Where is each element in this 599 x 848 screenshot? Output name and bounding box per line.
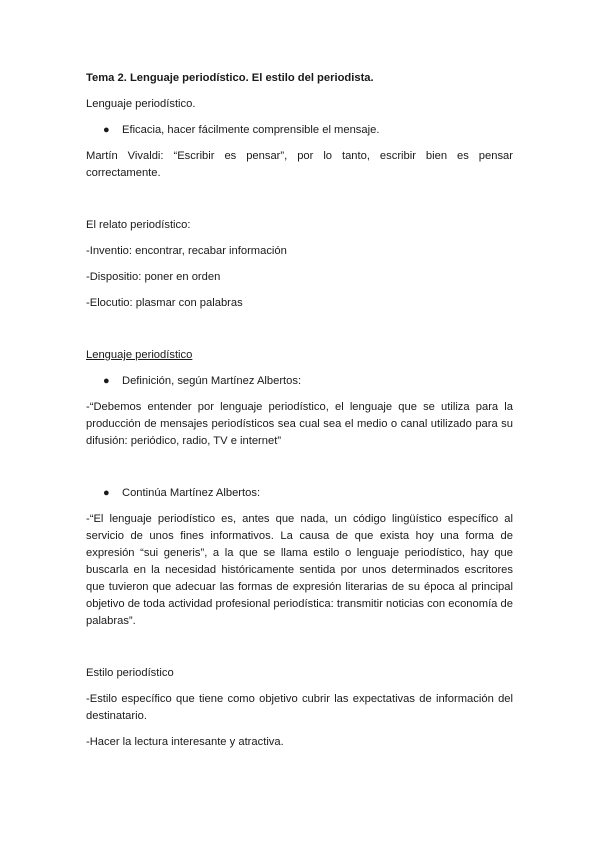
section3-bullet1-text: Definición, según Martínez Albertos: xyxy=(122,375,302,387)
bullet-dot-icon: ● xyxy=(103,124,110,136)
bullet-dot-icon: ● xyxy=(103,487,110,499)
section4-item-2: -Hacer la lectura interesante y atractiva. xyxy=(86,736,284,748)
document-title: Tema 2. Lenguaje periodístico. El estilo del periodista. xyxy=(86,72,374,84)
section3-quote1: -“Debemos entender por lenguaje periodístico, el lenguaje que se utiliza para la producción de mensajes periodísticos sea cual sea el medio o canal utilizado para su difusión: periódico, radio, TV e internet” xyxy=(86,401,513,447)
section2-item-elocutio: -Elocutio: plasmar con palabras xyxy=(86,297,243,309)
section2-item-inventio: -Inventio: encontrar, recabar información xyxy=(86,245,287,257)
section4-item-1: -Estilo específico que tiene como objetivo cubrir las expectativas de información del destinatario. xyxy=(86,693,513,722)
section1-heading: Lenguaje periodístico. xyxy=(86,98,196,110)
bullet-dot-icon: ● xyxy=(103,375,110,387)
section3-bullet2-text: Continúa Martínez Albertos: xyxy=(122,487,261,499)
section3-bullet-continua xyxy=(86,485,513,502)
section4-heading: Estilo periodístico xyxy=(86,667,174,679)
section2-heading: El relato periodístico: xyxy=(86,219,191,231)
section3-heading: Lenguaje periodístico xyxy=(86,349,193,361)
section2-item-dispositio: -Dispositio: poner en orden xyxy=(86,271,221,283)
section1-bullet xyxy=(86,122,513,139)
section3-bullet-definicion xyxy=(86,373,513,390)
section1-bullet-text: Eficacia, hacer fácilmente comprensible el mensaje. xyxy=(122,124,380,136)
section3-quote2: -“El lenguaje periodístico es, antes que nada, un código lingüístico específico al servicio de unos fines informativos. La causa de que exista hoy una forma de expresión “sui generis”, a la que se llama estilo o lenguaje periodístico, hay que buscarla en la necesidad históricamente sentida por unos determinados escritores que tuvieron que adecuar las formas de expresión literarias de su época al principal objetivo de toda actividad profesional periodística: transmitir noticias con economía de palabras”. xyxy=(86,513,513,627)
section1-quote: Martín Vivaldi: “Escribir es pensar”, por lo tanto, escribir bien es pensar correctamente. xyxy=(86,150,513,179)
